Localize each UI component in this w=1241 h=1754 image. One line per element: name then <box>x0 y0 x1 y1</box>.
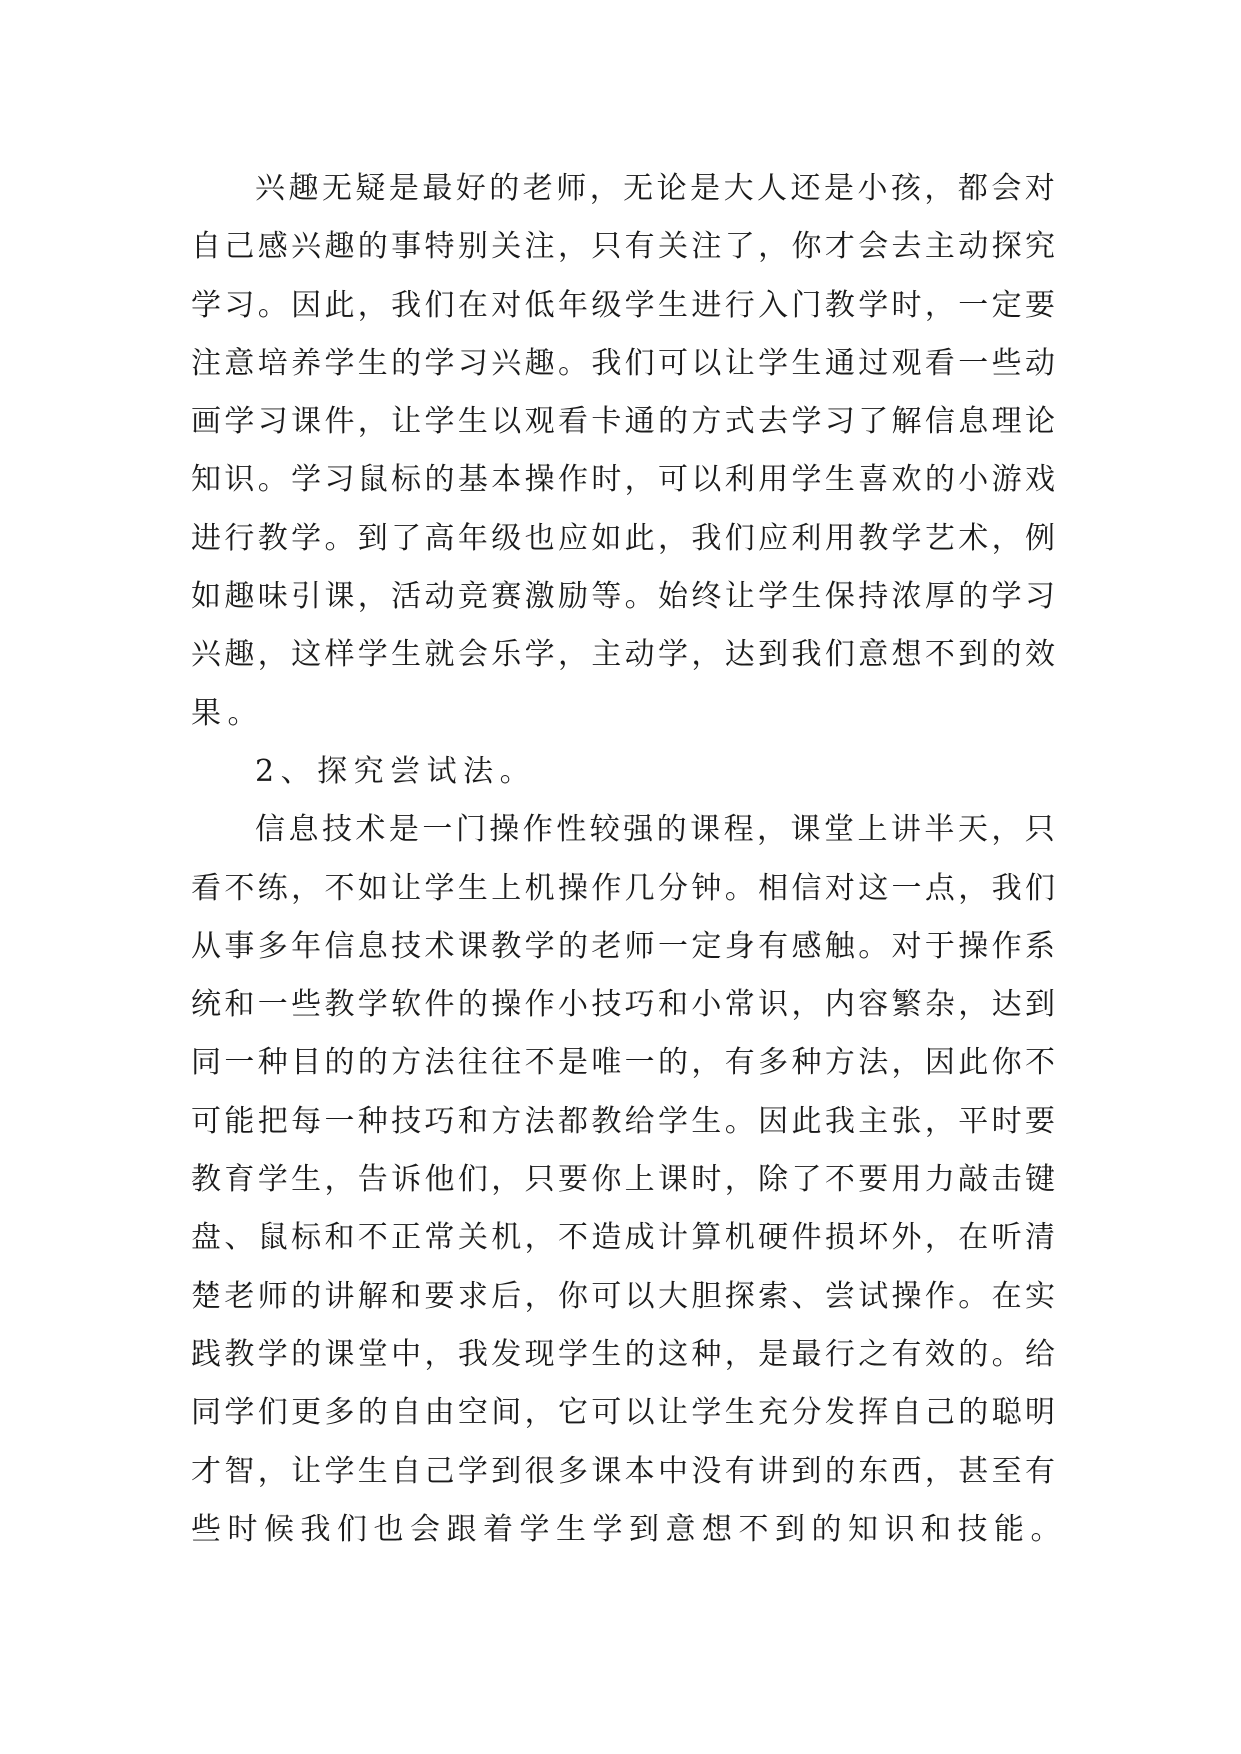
text-line: 教 育 学 生 ， 告 诉 他 们 ， 只 要 你 上 课 时 ， 除 了 不 要 用 力 敲 击 键 <box>191 1162 1055 1198</box>
text-line: 自 己 感 兴 趣 的 事 特 别 关 注 ， 只 有 关 注 了 ， 你 才 会 去 主 动 探 究 <box>191 229 1055 265</box>
section-heading: 2、探究尝试法。 <box>255 753 537 789</box>
text-line: 看 不 练 ， 不 如 让 学 生 上 机 操 作 几 分 钟 。 相 信 对 这 一 点 ， 我 们 <box>191 870 1055 906</box>
text-line: 可 能 把 每 一 种 技 巧 和 方 法 都 教 给 学 生 。 因 此 我 主 张 ， 平 时 要 <box>191 1103 1055 1139</box>
text-line: 如 趣 味 引 课 ， 活 动 竞 赛 激 励 等 。 始 终 让 学 生 保 持 浓 厚 的 学 习 <box>191 579 1055 615</box>
text-line: 同 学 们 更 多 的 自 由 空 间 ， 它 可 以 让 学 生 充 分 发 挥 自 己 的 聪 明 <box>191 1395 1055 1431</box>
text-line: 些时候我们也会跟着学生学到意想不到的知识和技能。 <box>191 1511 1067 1547</box>
text-line: 同 一 种 目 的 的 方 法 往 往 不 是 唯 一 的 ， 有 多 种 方 法 ， 因 此 你 不 <box>191 1045 1055 1081</box>
text-line: 知 识 。 学 习 鼠 标 的 基 本 操 作 时 ， 可 以 利 用 学 生 喜 欢 的 小 游 戏 <box>191 462 1055 498</box>
text-line: 果。 <box>191 695 264 731</box>
text-line: 信 息 技 术 是 一 门 操 作 性 较 强 的 课 程 ， 课 堂 上 讲 半 天 ， 只 <box>255 812 1055 848</box>
text-line: 从 事 多 年 信 息 技 术 课 教 学 的 老 师 一 定 身 有 感 触 。 对 于 操 作 系 <box>191 928 1055 964</box>
document-body <box>191 160 1067 1559</box>
text-line: 统 和 一 些 教 学 软 件 的 操 作 小 技 巧 和 小 常 识 ， 内 容 繁 杂 ， 达 到 <box>191 987 1055 1023</box>
text-line: 注 意 培 养 学 生 的 学 习 兴 趣 。 我 们 可 以 让 学 生 通 过 观 看 一 些 动 <box>191 345 1055 381</box>
text-line: 才 智 ， 让 学 生 自 己 学 到 很 多 课 本 中 没 有 讲 到 的 东 西 ， 甚 至 有 <box>191 1453 1055 1489</box>
text-line: 兴 趣 ， 这 样 学 生 就 会 乐 学 ， 主 动 学 ， 达 到 我 们 意 想 不 到 的 效 <box>191 637 1055 673</box>
text-line: 兴 趣 无 疑 是 最 好 的 老 师 ， 无 论 是 大 人 还 是 小 孩 ， 都 会 对 <box>255 171 1055 206</box>
text-line: 践 教 学 的 课 堂 中 ， 我 发 现 学 生 的 这 种 ， 是 最 行 之 有 效 的 。 给 <box>191 1336 1055 1372</box>
text-line: 学 习 。 因 此 ， 我 们 在 对 低 年 级 学 生 进 行 入 门 教 学 时 ， 一 定 要 <box>191 287 1055 323</box>
text-line: 楚 老 师 的 讲 解 和 要 求 后 ， 你 可 以 大 胆 探 索 、 尝 试 操 作 。 在 实 <box>191 1278 1055 1314</box>
text-line: 盘 、 鼠 标 和 不 正 常 关 机 ， 不 造 成 计 算 机 硬 件 损 坏 外 ， 在 听 清 <box>191 1220 1055 1256</box>
text-line: 进 行 教 学 。 到 了 高 年 级 也 应 如 此 ， 我 们 应 利 用 教 学 艺 术 ， 例 <box>191 520 1055 556</box>
text-line: 画 学 习 课 件 ， 让 学 生 以 观 看 卡 通 的 方 式 去 学 习 了 解 信 息 理 论 <box>191 404 1055 440</box>
